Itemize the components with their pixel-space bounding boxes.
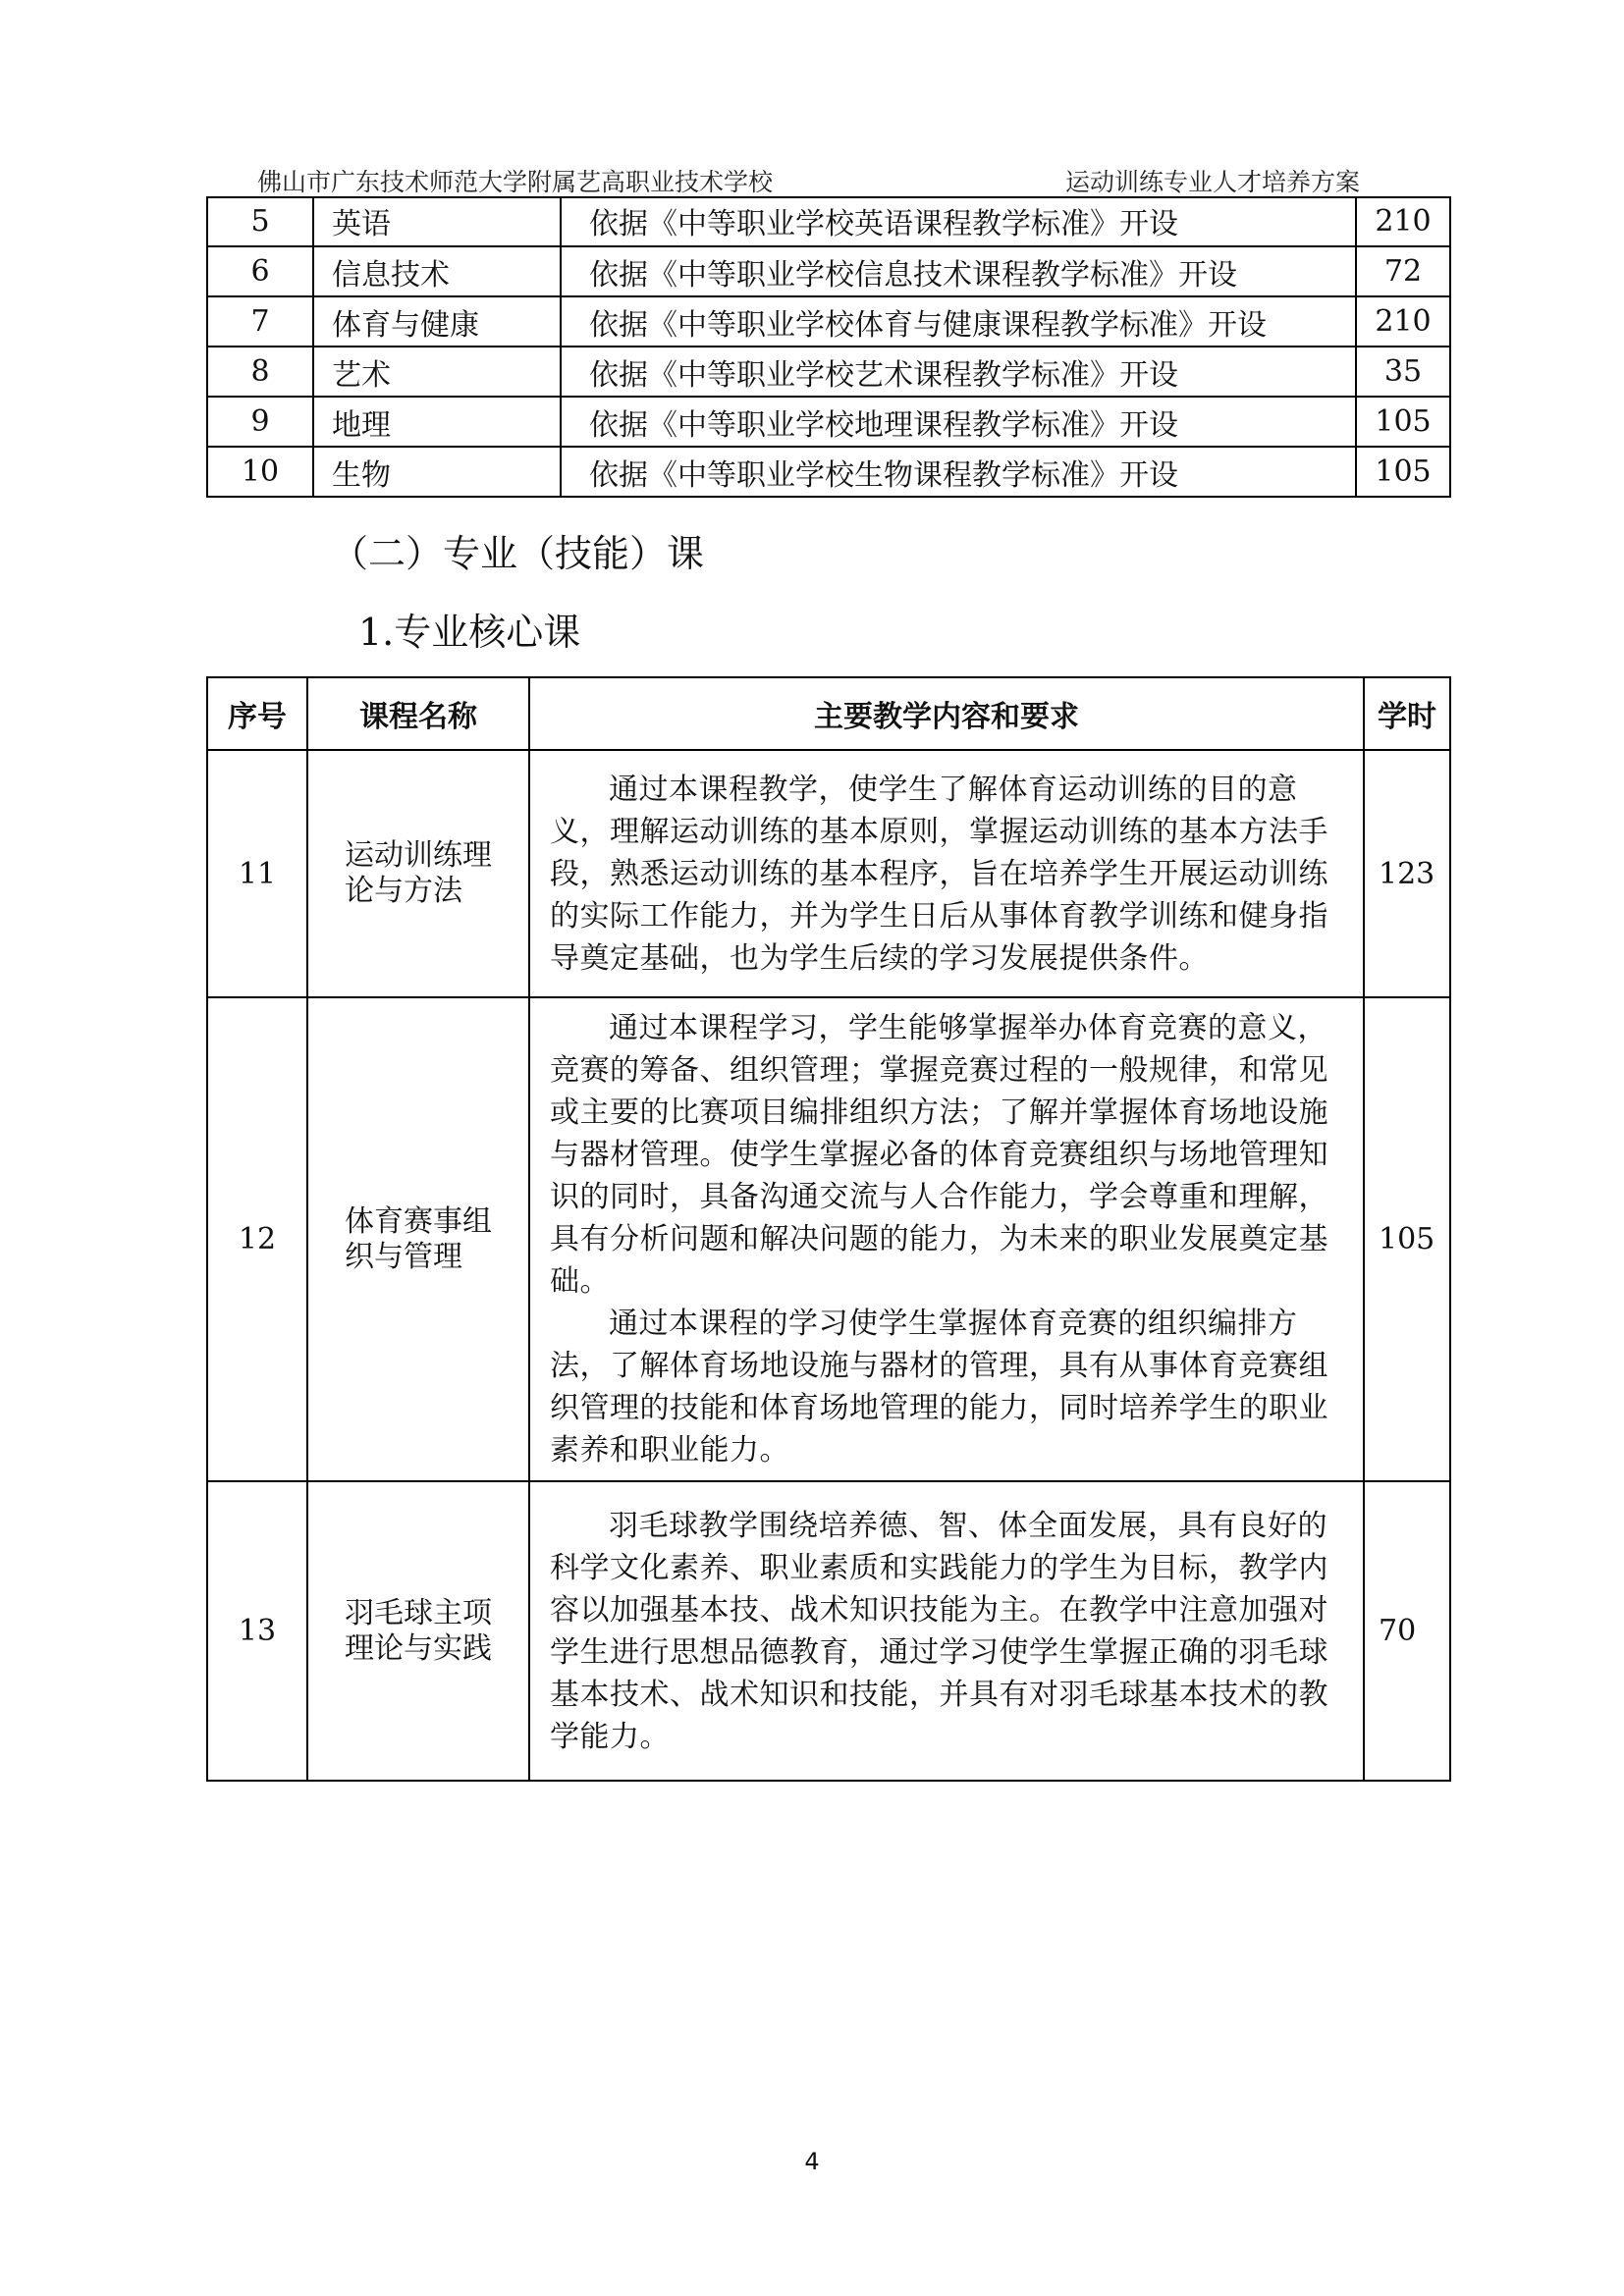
- course-name-line: 织与管理: [345, 1239, 462, 1274]
- course-description: 依据《中等职业学校地理课程教学标准》开设: [561, 397, 1356, 447]
- subsection-heading: 1.专业核心课: [358, 611, 581, 654]
- public-course-table: [206, 196, 1451, 498]
- course-name: 英语: [313, 196, 561, 246]
- table-row: [207, 347, 1450, 397]
- course-number: 5: [207, 196, 313, 246]
- course-description: 依据《中等职业学校体育与健康课程教学标准》开设: [561, 296, 1356, 347]
- table-row: [207, 296, 1450, 347]
- course-number: 9: [207, 397, 313, 447]
- course-name: 信息技术: [313, 246, 561, 296]
- table-header-row: [207, 677, 1450, 750]
- course-name: 体育与健康: [313, 296, 561, 347]
- header-content: 主要教学内容和要求: [529, 677, 1364, 750]
- course-number: 7: [207, 296, 313, 347]
- content-paragraph: 通过本课程教学，使学生了解体育运动训练的目的意义，理解运动训练的基本原则，掌握运动训练的基本方法手段，熟悉运动训练的基本程序，旨在培养学生开展运动训练的实际工作能力，并为学生日后从事体育教学训练和健身指导奠定基础，也为学生后续的学习发展提供条件。: [550, 772, 1328, 976]
- course-hours: 72: [1356, 246, 1450, 296]
- course-number: 10: [207, 447, 313, 497]
- content-paragraph: 羽毛球教学围绕培养德、智、体全面发展，具有良好的科学文化素养、职业素质和实践能力的学生为目标，教学内容以加强基本技、战术知识技能为主。在教学中注意加强对学生进行思想品德教育，通过学习使学生掌握正确的羽毛球基本技术、战术知识和技能，并具有对羽毛球基本技术的教学能力。: [550, 1508, 1328, 1754]
- course-name-line: 体育赛事组: [345, 1203, 492, 1239]
- school-name: 佛山市广东技术师范大学附属艺高职业技术学校: [257, 168, 774, 196]
- header-hours: 学时: [1364, 677, 1450, 750]
- page-number: 4: [804, 2148, 820, 2175]
- course-description: 依据《中等职业学校艺术课程教学标准》开设: [561, 347, 1356, 397]
- course-number: 11: [207, 750, 307, 997]
- header-number: 序号: [207, 677, 307, 750]
- course-content: [529, 750, 1364, 997]
- section-heading: （二）专业（技能）课: [331, 532, 705, 575]
- course-hours: 105: [1356, 397, 1450, 447]
- table-row: [207, 997, 1450, 1481]
- course-hours: 123: [1364, 750, 1450, 997]
- course-name-cell: [307, 750, 529, 997]
- table-row: [207, 1481, 1450, 1781]
- course-hours: 105: [1364, 997, 1450, 1481]
- course-number: 12: [207, 997, 307, 1481]
- content-paragraph: 通过本课程的学习使学生掌握体育竞赛的组织编排方法，了解体育场地设施与器材的管理，具有从事体育竞赛组织管理的技能和体育场地管理的能力，同时培养学生的职业素养和职业能力。: [550, 1307, 1328, 1468]
- core-course-table: [206, 676, 1451, 1782]
- table-row: [207, 246, 1450, 296]
- course-name-cell: [307, 1481, 529, 1781]
- course-name: 艺术: [313, 347, 561, 397]
- course-description: 依据《中等职业学校英语课程教学标准》开设: [561, 196, 1356, 246]
- course-number: 13: [207, 1481, 307, 1781]
- course-name: 地理: [313, 397, 561, 447]
- content-paragraph: 通过本课程学习，学生能够掌握举办体育竞赛的意义，竞赛的筹备、组织管理；掌握竞赛过程的一般规律，和常见或主要的比赛项目编排组织方法；了解并掌握体育场地设施与器材管理。使学生掌握必备的体育竞赛组织与场地管理知识的同时，具备沟通交流与人合作能力，学会尊重和理解，具有分析问题和解决问题的能力，为未来的职业发展奠定基础。: [550, 1011, 1328, 1299]
- table-row: [207, 750, 1450, 997]
- document-title: 运动训练专业人才培养方案: [1064, 168, 1360, 196]
- page-header: [206, 159, 1453, 194]
- course-content: [529, 1481, 1364, 1781]
- table-row: [207, 397, 1450, 447]
- course-content: [529, 997, 1364, 1481]
- course-name: 生物: [313, 447, 561, 497]
- course-name-line: 运动训练理: [345, 838, 492, 873]
- course-hours: 70: [1364, 1481, 1450, 1781]
- course-description: 依据《中等职业学校信息技术课程教学标准》开设: [561, 246, 1356, 296]
- course-name-line: 羽毛球主项: [345, 1595, 492, 1630]
- course-hours: 105: [1356, 447, 1450, 497]
- table-row: [207, 447, 1450, 497]
- course-hours: 210: [1356, 196, 1450, 246]
- course-number: 6: [207, 246, 313, 296]
- course-name-line: 论与方法: [345, 874, 462, 908]
- course-name-line: 理论与实践: [345, 1630, 492, 1666]
- course-description: 依据《中等职业学校生物课程教学标准》开设: [561, 447, 1356, 497]
- course-name-cell: [307, 997, 529, 1481]
- header-course-name: 课程名称: [307, 677, 529, 750]
- course-number: 8: [207, 347, 313, 397]
- course-hours: 35: [1356, 347, 1450, 397]
- table-row: [207, 196, 1450, 246]
- course-hours: 210: [1356, 296, 1450, 347]
